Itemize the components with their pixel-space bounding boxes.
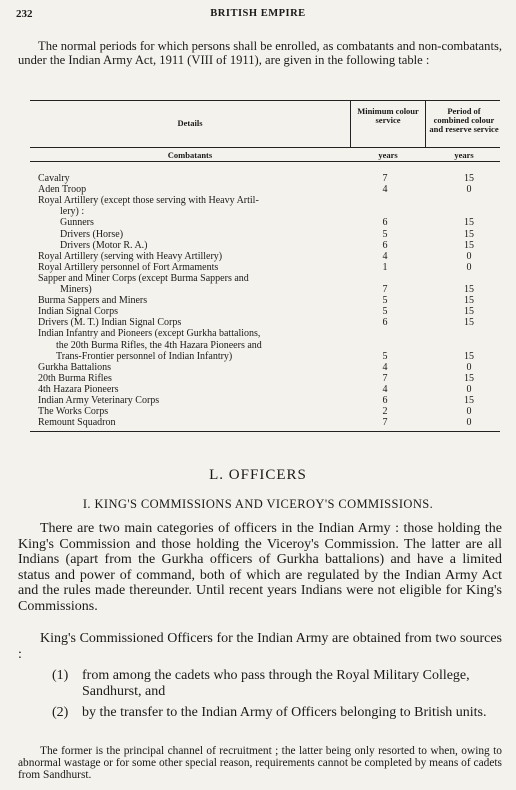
min-service-value: 5: [382, 295, 388, 307]
row-label: Aden Troop: [38, 184, 87, 196]
period-value: 15: [464, 395, 474, 406]
min-service-value: 6: [382, 395, 388, 406]
min-service-value: 2: [382, 406, 388, 418]
column-header-min-service: Minimum colour service: [357, 106, 419, 125]
row-label: the 20th Burma Rifles, the 4th Hazara Pioneers and: [56, 339, 262, 351]
row-label: Gunners: [60, 217, 94, 229]
row-label: Royal Artillery personnel of Fort Armaments: [38, 261, 219, 273]
subsection-title: I. KING'S COMMISSIONS AND VICEROY'S COMMISSIONS.: [82, 497, 434, 511]
row-label: Royal Artillery (serving with Heavy Artillery): [38, 250, 223, 262]
page-number: 232: [16, 8, 33, 20]
table-row: [30, 262, 500, 273]
list-number: (1): [52, 668, 69, 683]
section-title: L. OFFICERS: [209, 467, 307, 483]
row-label: 20th Burma Rifles: [38, 372, 112, 384]
list-item: [52, 705, 502, 721]
row-label: Burma Sappers and Miners: [38, 295, 148, 307]
min-service-value: 4: [382, 361, 388, 373]
row-label: 4th Hazara Pioneers: [38, 383, 119, 395]
period-value: 15: [464, 284, 474, 295]
list-text: by the transfer to the Indian Army of Officers belonging to British units.: [82, 705, 487, 720]
row-label: Indian Infantry and Pioneers (except Gurkha battalions,: [38, 328, 261, 340]
paragraph-sources: King's Commissioned Officers for the Indian Army are obtained from two sources :: [18, 631, 502, 662]
period-value: 0: [466, 361, 472, 373]
row-label: lery) :: [60, 206, 85, 218]
table-row: [30, 340, 500, 351]
table-row: [30, 240, 500, 251]
min-service-value: 7: [382, 173, 388, 184]
min-service-value: 5: [382, 350, 388, 362]
row-label: Cavalry: [38, 173, 70, 184]
table-row: [30, 384, 500, 395]
min-service-value: 6: [382, 217, 388, 229]
period-value: 0: [466, 383, 472, 395]
table-row: [30, 351, 500, 362]
period-value: 15: [464, 350, 474, 362]
table-column-rule: [350, 101, 351, 147]
list-text: from among the cadets who pass through the Royal Military College, Sandhurst, and: [82, 668, 470, 699]
period-value: 15: [464, 217, 474, 229]
table-row: [30, 306, 500, 317]
table-row: [30, 195, 500, 206]
table-row: [30, 417, 500, 428]
row-label: Sapper and Miner Corps (except Burma Sappers and: [38, 272, 249, 284]
row-label: Gurkha Battalions: [38, 361, 112, 373]
running-title: BRITISH EMPIRE: [210, 8, 306, 19]
min-service-value: 7: [382, 372, 388, 384]
table-row: [30, 206, 500, 217]
row-label: Indian Army Veterinary Corps: [38, 395, 160, 406]
min-service-value: 6: [382, 239, 388, 251]
column-header-period: Period of combined colour and reserve service: [429, 106, 499, 134]
period-value: 0: [466, 417, 472, 429]
subheader-combatants: Combatants: [167, 150, 213, 160]
period-value: 15: [464, 228, 474, 240]
footnote-paragraph: The former is the principal channel of recruitment ; the latter being only resorted to when, owing to abnormal wastage or for some other special reason, requirements cannot be completed by means of cadets from Sandhurst.: [18, 745, 502, 782]
row-label: Trans-Frontier personnel of Indian Infantry): [56, 350, 233, 362]
period-value: 15: [464, 173, 474, 184]
table-row: [30, 295, 500, 306]
table-row: [30, 217, 500, 228]
period-value: 15: [464, 295, 474, 307]
min-service-value: 1: [382, 261, 388, 273]
row-label: Miners): [60, 284, 92, 295]
row-label: The Works Corps: [38, 406, 109, 418]
subheader-years-period: years: [454, 150, 474, 160]
period-value: 0: [466, 184, 472, 196]
subheader-years-min: years: [378, 150, 398, 160]
table-row: [30, 317, 500, 328]
table-row: [30, 184, 500, 195]
period-value: 15: [464, 317, 474, 329]
period-value: 0: [466, 250, 472, 262]
table-row: [30, 251, 500, 262]
list-number: (2): [52, 705, 69, 720]
column-header-details: Details: [177, 118, 203, 128]
row-label: Indian Signal Corps: [38, 306, 118, 318]
table-row: [30, 173, 500, 184]
table-row: [30, 273, 500, 284]
table-row: [30, 284, 500, 295]
enrolment-table: [30, 100, 500, 432]
table-rule: [30, 161, 500, 162]
table-row: [30, 406, 500, 417]
paragraph-categories: There are two main categories of officers in the Indian Army : those holding the King's Commission and those holding the Viceroy's Commission. The latter are all Indians (apart from the Gurkha officers of Gurkha battalions) and have a limited status and power of command, both of which are regulated by the Indian Army Act and the rules made thereunder. Until recent years Indians were not eligible for King's Commissions.: [18, 521, 502, 614]
table-column-rule: [425, 101, 426, 147]
row-label: Drivers (M. T.) Indian Signal Corps: [38, 317, 182, 329]
row-label: Remount Squadron: [38, 417, 116, 429]
min-service-value: 6: [382, 317, 388, 329]
table-row: [30, 395, 500, 406]
min-service-value: 7: [382, 417, 388, 429]
row-label: Royal Artillery (except those serving with Heavy Artil-: [38, 195, 259, 207]
min-service-value: 5: [382, 306, 388, 318]
period-value: 0: [466, 261, 472, 273]
table-row: [30, 328, 500, 339]
table-row: [30, 373, 500, 384]
period-value: 0: [466, 406, 472, 418]
running-head: [16, 8, 500, 22]
row-label: Drivers (Horse): [60, 228, 124, 240]
table-rule: [30, 147, 500, 148]
list-item: [52, 668, 502, 699]
min-service-value: 5: [382, 228, 388, 240]
min-service-value: 4: [382, 184, 388, 196]
table-row: [30, 362, 500, 373]
period-value: 15: [464, 239, 474, 251]
table-row: [30, 229, 500, 240]
intro-paragraph: The normal periods for which persons shall be enrolled, as combatants and non-combatants, under the Indian Army Act, 1911 (VIII of 1911), are given in the following table :: [18, 39, 502, 67]
min-service-value: 7: [382, 284, 388, 295]
period-value: 15: [464, 306, 474, 318]
row-label: Drivers (Motor R. A.): [60, 239, 148, 251]
min-service-value: 4: [382, 250, 388, 262]
period-value: 15: [464, 372, 474, 384]
min-service-value: 4: [382, 383, 388, 395]
